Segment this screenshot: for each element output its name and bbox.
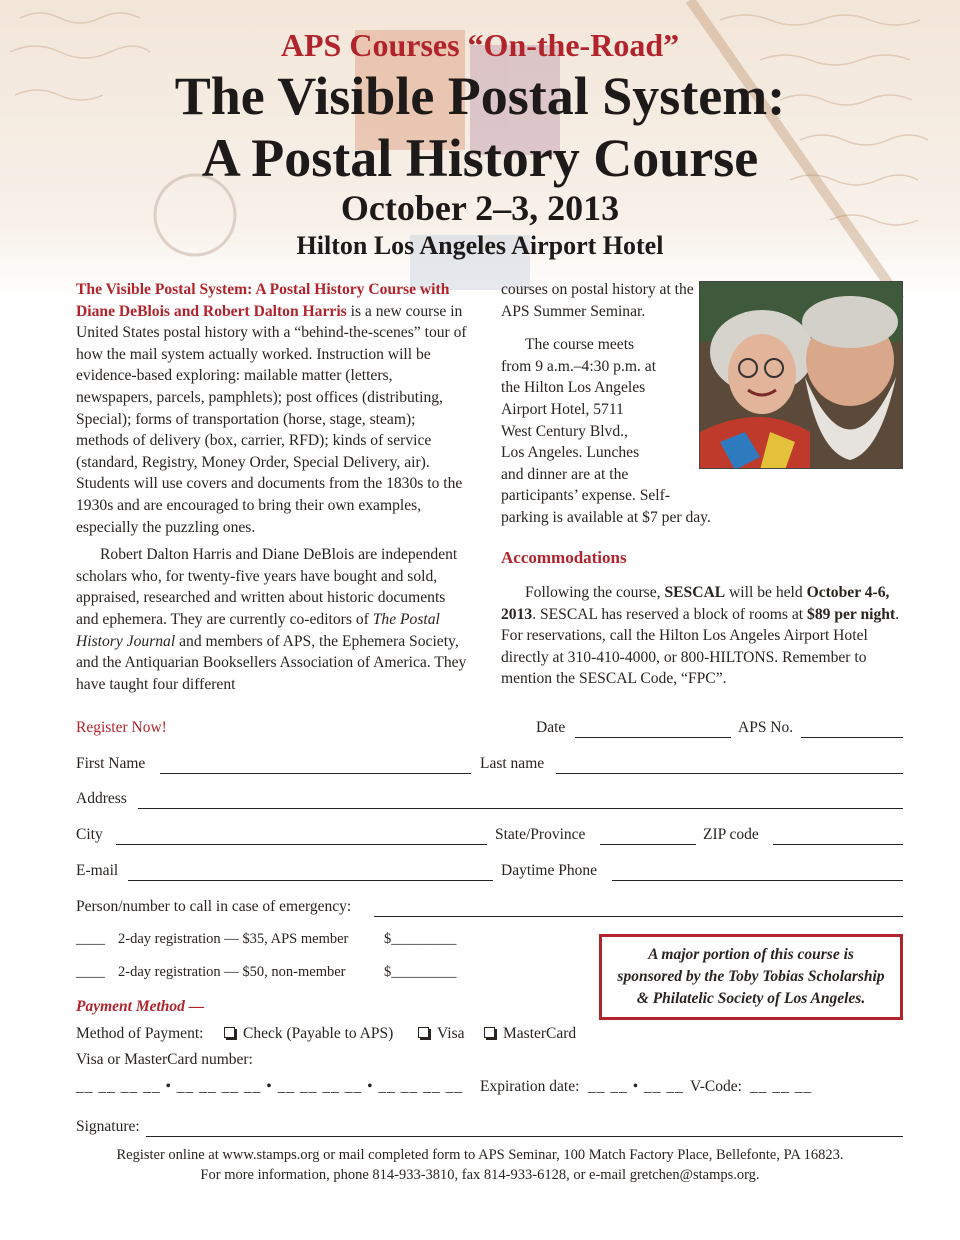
city-label: City	[76, 826, 103, 843]
mastercard-option[interactable]: MasterCard	[484, 1025, 576, 1043]
expiration-label: Expiration date:	[480, 1078, 580, 1095]
title-line-1: The Visible Postal System:	[174, 66, 786, 127]
check-option[interactable]: Check (Payable to APS)	[224, 1025, 393, 1043]
footer-line-1: Register online at www.stamps.org or mail completed form to APS Seminar, 100 Match Factory Place, Bellefonte, PA 16823.	[116, 1147, 844, 1163]
accommodations-paragraph: Following the course, SESCAL will be held October 4-6, 2013. SESCAL has reserved a block of rooms at $89 per night. For reservations, call the Hilton Los Angeles Airport Hotel directly at 310-410-4000, or 800-HILTONS. Remember to mention the SESCAL Code, “FPC”.	[501, 584, 900, 688]
visa-option[interactable]: Visa	[418, 1025, 464, 1043]
phone-field[interactable]	[612, 880, 903, 881]
address-label: Address	[76, 790, 127, 807]
vcode-field[interactable]: __ __ __	[750, 1078, 813, 1095]
method-of-payment-label: Method of Payment:	[76, 1025, 204, 1042]
zip-label: ZIP code	[703, 826, 759, 843]
sponsor-line-1: A major portion of this course is	[648, 946, 854, 963]
last-name-field[interactable]	[556, 773, 903, 774]
aps-no-label: APS No.	[738, 719, 794, 736]
email-label: E-mail	[76, 862, 119, 879]
member-checkbox-blank[interactable]: ____	[76, 931, 105, 947]
emergency-field[interactable]	[374, 916, 903, 917]
zip-field[interactable]	[773, 844, 903, 845]
card-number-field[interactable]: __ __ __ __ • __ __ __ __ • __ __ __ __ • __ __ __ __	[76, 1078, 464, 1095]
sponsor-line-2: sponsored by the Toby Tobias Scholarship	[617, 968, 885, 985]
sponsor-box	[599, 934, 903, 1020]
vcode-label: V-Code:	[690, 1078, 742, 1095]
phone-label: Daytime Phone	[501, 862, 597, 879]
instructors-photo	[699, 281, 903, 469]
instructors-photo-art	[700, 282, 903, 469]
emergency-label: Person/number to call in case of emergency:	[76, 898, 352, 915]
right-column	[501, 279, 711, 529]
kicker-heading: APS Courses “On-the-Road”	[280, 27, 680, 63]
state-field[interactable]	[600, 844, 696, 845]
footer-line-2: For more information, phone 814-933-3810, fax 814-933-6128, or e-mail gretchen@stamps.org.	[200, 1167, 760, 1183]
title-line-2: A Postal History Course	[201, 128, 759, 189]
mastercard-checkbox[interactable]	[484, 1027, 495, 1038]
instructors-paragraph: Robert Dalton Harris and Diane DeBlois are independent scholars who, for twenty-five years have bought and sold, appraised, researched and written about historic documents and ephemera. They are currently co-editors of The Postal History Journal and members of APS, the Ephemera Society, and the Antiquarian Booksellers Association of America. They have taught four different	[76, 546, 467, 693]
intro-lead: The Visible Postal System: A Postal History Course with Diane DeBlois and Robert Dalton Harris	[76, 281, 450, 320]
intro-body: is a new course in United States postal history with a “behind-the-scenes” tour of how the mail system actually worked. Instruction will be evidence-based exploring: mailable matter (letters, newspapers, parcels, pamphlets); post offices (distributing, Special); forms of transportation (horse, stage, steam); methods of delivery (box, carrier, RFD); kinds of service (standard, Registry, Money Order, Special Delivery, air). Students will use covers and documents from the 1830s to the 1930s and are encouraged to bring their own examples, especially the puzzling ones.	[76, 302, 467, 536]
journal-title: The Postal History Journal	[76, 610, 440, 650]
address-field[interactable]	[138, 808, 903, 809]
seminar-continuation: courses on postal history at the APS Summer Seminar.	[501, 281, 694, 320]
course-venue: Hilton Los Angeles Airport Hotel	[296, 231, 664, 261]
aps-no-field[interactable]	[801, 737, 903, 738]
payment-method-heading: Payment Method —	[76, 998, 205, 1015]
expiration-field[interactable]: __ __ • __ __	[588, 1078, 684, 1095]
member-amount-field[interactable]: $_________	[384, 931, 457, 947]
footer	[0, 1145, 960, 1185]
member-registration-option: 2-day registration — $35, APS member	[118, 931, 349, 947]
last-name-label: Last name	[480, 755, 545, 772]
email-field[interactable]	[128, 880, 493, 881]
course-date: October 2–3, 2013	[340, 188, 620, 229]
date-label: Date	[536, 719, 566, 736]
first-name-label: First Name	[76, 755, 146, 772]
visa-checkbox[interactable]	[418, 1027, 429, 1038]
signature-label: Signature:	[76, 1118, 140, 1135]
card-number-label: Visa or MasterCard number:	[76, 1051, 253, 1068]
check-checkbox[interactable]	[224, 1027, 235, 1038]
signature-field[interactable]	[146, 1136, 903, 1137]
date-field[interactable]	[575, 737, 731, 738]
nonmember-amount-field[interactable]: $_________	[384, 964, 457, 980]
left-column	[76, 279, 471, 695]
course-details: The course meets from 9 a.m.–4:30 p.m. at the Hilton Los Angeles Airport Hotel, 5711 West Century Blvd., Los Angeles. Lunches and dinner are at the participants’ expense. Self- parking is available at $7 per day.	[501, 336, 711, 526]
accommodations-heading: Accommodations	[501, 548, 627, 567]
intro-paragraph	[76, 279, 471, 538]
state-label: State/Province	[495, 826, 586, 843]
first-name-field[interactable]	[160, 773, 471, 774]
register-now-heading: Register Now!	[76, 719, 167, 736]
nonmember-registration-option: 2-day registration — $50, non-member	[118, 964, 346, 980]
city-field[interactable]	[116, 844, 487, 845]
sponsor-line-3: & Philatelic Society of Los Angeles.	[636, 990, 866, 1007]
header	[0, 28, 960, 263]
nonmember-checkbox-blank[interactable]: ____	[76, 964, 105, 980]
